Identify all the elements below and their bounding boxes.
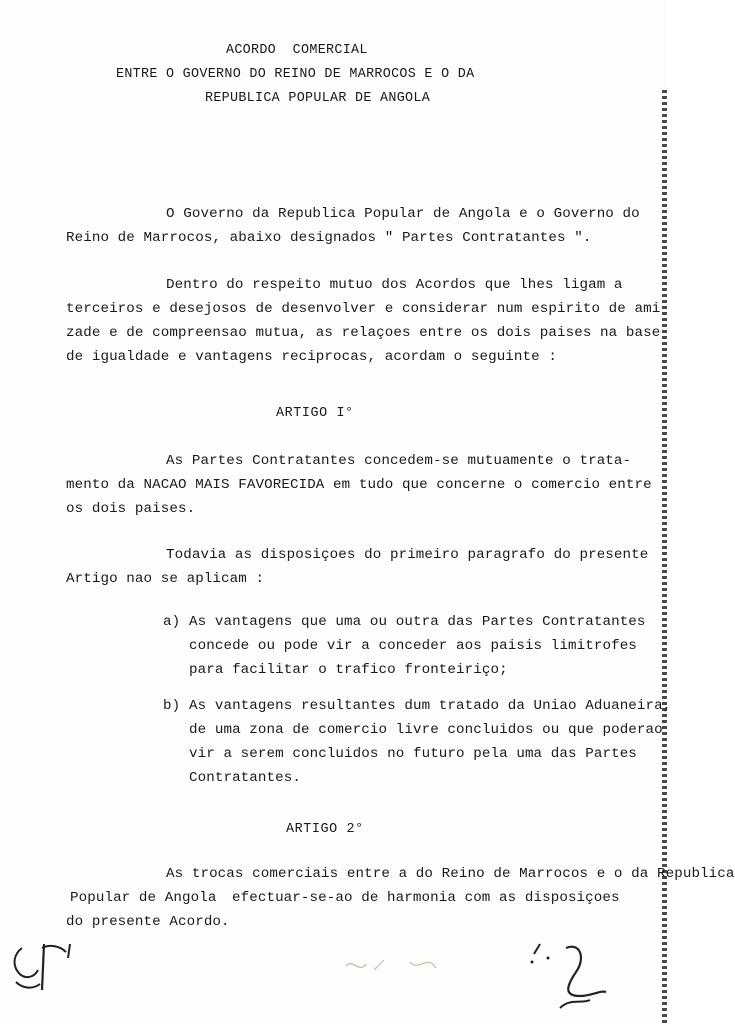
artigo-1-p2-line-1: Todavia as disposiçoes do primeiro paragrafo do presente xyxy=(166,547,649,563)
artigo-1-p1-line-2: mento da NACAO MAIS FAVORECIDA em tudo que concerne o comercio entre xyxy=(66,477,652,493)
intro-p2-line-2: terceiros e desejosos de desenvolver e considerar num espirito de ami xyxy=(66,301,661,317)
intro-p2-line-4: de igualdade e vantagens reciprocas, acordam o seguinte : xyxy=(66,349,557,365)
intro-p2-line-3: zade e de compreensao mutua, as relaçoes entre os dois paises na base xyxy=(66,325,661,341)
artigo-2-line-2b: efectuar-se-ao de harmonia com as disposiçoes xyxy=(232,890,620,906)
right-initials-signature xyxy=(520,938,620,1018)
item-b-line-1: As vantagens resultantes dum tratado da Uniao Aduaneira, xyxy=(189,698,672,714)
artigo-1-p2-line-2: Artigo nao se aplicam : xyxy=(66,571,265,587)
artigo-1-p1-line-3: os dois paises. xyxy=(66,501,196,517)
intro-p1-line-2: Reino de Marrocos, abaixo designados " Partes Contratantes ". xyxy=(66,230,592,246)
header-line-3: REPUBLICA POPULAR DE ANGOLA xyxy=(205,91,431,106)
artigo-1-p1-line-1: As Partes Contratantes concedem-se mutuamente o trata- xyxy=(166,453,632,469)
artigo-2-heading: ARTIGO 2° xyxy=(286,822,364,837)
item-a-marker: a) xyxy=(163,614,181,630)
item-a-line-2: concede ou pode vir a conceder aos paisis limitrofes xyxy=(189,638,637,654)
item-b-marker: b) xyxy=(163,698,181,714)
artigo-2-line-2a: Popular de Angola xyxy=(70,890,217,906)
faint-stamp-marks xyxy=(340,948,460,988)
scan-edge xyxy=(662,90,667,1024)
item-a-line-1: As vantagens que uma ou outra das Partes Contratantes xyxy=(189,614,646,630)
item-b-line-2: de uma zona de comercio livre concluidos ou que poderao xyxy=(189,722,663,738)
artigo-1-heading: ARTIGO I° xyxy=(276,406,354,421)
artigo-2-line-1: As trocas comerciais entre a do Reino de Marrocos e o da Republica xyxy=(166,866,735,882)
artigo-2-line-3: do presente Acordo. xyxy=(66,914,230,930)
item-b-line-3: vir a serem concluidos no futuro pela uma das Partes xyxy=(189,746,637,762)
header-line-1: ACORDO COMERCIAL xyxy=(226,43,368,58)
left-initials-signature xyxy=(4,934,86,1004)
intro-p2-line-1: Dentro do respeito mutuo dos Acordos que lhes ligam a xyxy=(166,277,623,293)
item-b-line-4: Contratantes. xyxy=(189,770,301,786)
intro-p1-line-1: O Governo da Republica Popular de Angola e o Governo do xyxy=(166,206,640,222)
header-line-2: ENTRE O GOVERNO DO REINO DE MARROCOS E O DA xyxy=(116,67,475,82)
item-a-line-3: para facilitar o trafico fronteiriço; xyxy=(189,662,508,678)
